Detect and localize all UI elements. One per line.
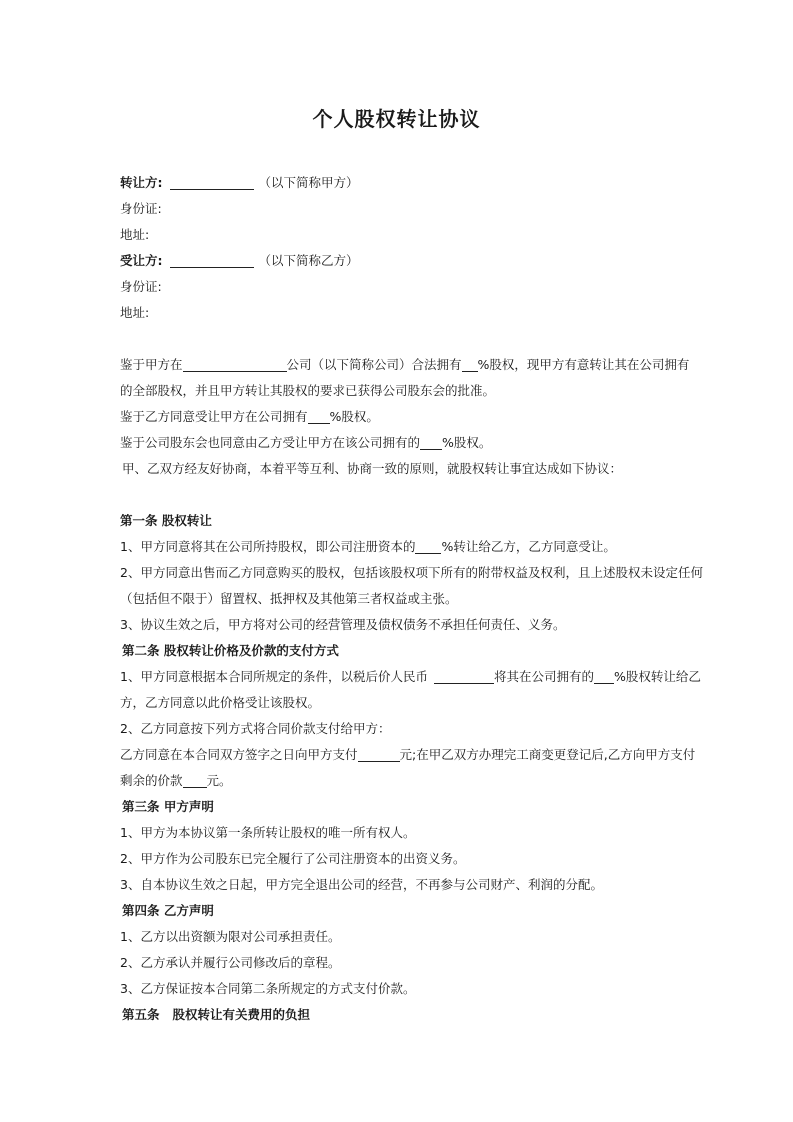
transferee-label: 受让方:: [120, 253, 163, 268]
transferee-line: [120, 248, 680, 274]
article-1-heading: 第一条 股权转让: [120, 513, 212, 528]
article-2-item-2: 2、乙方同意按下列方式将合同价款支付给甲方：: [120, 721, 391, 736]
article-text: 元。: [206, 773, 232, 788]
preamble-text: %股权。: [442, 435, 492, 450]
article-text: 1、甲方同意将其在公司所持股权，即公司注册资本的: [120, 539, 416, 554]
preamble-text: 鉴于甲方在: [120, 357, 183, 372]
article-2-item-1-cont: 方，乙方同意以此价格受让该股权。: [120, 695, 321, 710]
preamble-paragraph-1: [120, 352, 690, 378]
article-5-heading: 第五条 股权转让有关费用的负担: [122, 1007, 311, 1022]
article-text: 元;在甲乙双方办理完工商变更登记后,乙方向甲方支付: [399, 747, 696, 762]
article-text: %转让给乙方，乙方同意受让。: [441, 539, 616, 554]
spacer: [120, 482, 680, 508]
transferee-note: （以下简称乙方）: [258, 253, 359, 268]
article-2-item-3: [120, 742, 696, 768]
preamble-text: 鉴于公司股东会也同意由乙方受让甲方在该公司拥有的: [120, 435, 421, 450]
article-4-heading: 第四条 乙方声明: [122, 903, 214, 918]
transferor-line: [120, 170, 680, 196]
preamble-paragraph-3: [120, 430, 680, 456]
percent-blank: [308, 408, 330, 424]
spacer: [120, 326, 680, 352]
transferee-address: 地址:: [120, 305, 150, 320]
preamble-text: 鉴于乙方同意受让甲方在公司拥有: [120, 409, 308, 424]
company-name-blank: [183, 356, 287, 372]
article-3-item-2: 2、甲方作为公司股东已完全履行了公司注册资本的出资义务。: [120, 851, 466, 866]
amount-blank: [358, 746, 400, 762]
article-text: %股权转让给乙: [613, 669, 701, 684]
transferor-note: （以下简称甲方）: [258, 175, 359, 190]
transferor-id: 身份证:: [120, 201, 162, 216]
article-3-item-3: 3、自本协议生效之日起，甲方完全退出公司的经营，不再参与公司财产、利润的分配。: [120, 877, 603, 892]
preamble-text: 公司（以下简称公司）合法拥有: [286, 357, 462, 372]
preamble-text: %股权，现甲方有意转让其在公司拥有: [477, 357, 690, 372]
preamble-text: %股权。: [329, 409, 379, 424]
article-text: 将其在公司拥有的: [493, 669, 594, 684]
article-3-heading: 第三条 甲方声明: [122, 799, 214, 814]
preamble-paragraph-2: [120, 404, 680, 430]
article-1-item-2: 2、甲方同意出售而乙方同意购买的股权，包括该股权项下所有的附带权益及权利，且上述股权未设定任何: [120, 565, 703, 580]
article-1-item-2-cont: （包括但不限于）留置权、抵押权及其他第三者权益或主张。: [120, 591, 458, 606]
percent-blank: [594, 668, 614, 684]
article-4-item-1: 1、乙方以出资额为限对公司承担责任。: [120, 929, 341, 944]
page-title: 个人股权转让协议: [312, 107, 481, 131]
document-body: [120, 170, 703, 1028]
transferee-id: 身份证:: [120, 279, 162, 294]
article-text: 乙方同意在本合同双方签字之日向甲方支付: [120, 747, 358, 762]
percent-blank: [462, 356, 478, 372]
article-text: 1、甲方同意根据本合同所规定的条件，以税后价人民币: [120, 669, 428, 684]
amount-blank: [183, 772, 207, 788]
transferor-name-blank: [170, 174, 254, 190]
preamble-paragraph-1-cont: 的全部股权，并且甲方转让其股权的要求已获得公司股东会的批准。: [120, 383, 496, 398]
preamble-paragraph-4: 甲、乙双方经友好协商，本着平等互利、协商一致的原则，就股权转让事宜达成如下协议：: [122, 461, 623, 476]
transferor-label: 转让方:: [120, 175, 163, 190]
article-1-item-1: [120, 534, 680, 560]
article-1-item-3: 3、协议生效之后，甲方将对公司的经营管理及债权债务不承担任何责任、义务。: [120, 617, 566, 632]
article-2-item-3-cont: [120, 768, 680, 794]
percent-blank: [415, 538, 441, 554]
article-text: 剩余的价款: [120, 773, 183, 788]
article-3-item-1: 1、甲方为本协议第一条所转让股权的唯一所有权人。: [120, 825, 416, 840]
transferee-name-blank: [170, 252, 254, 268]
article-4-item-3: 3、乙方保证按本合同第二条所规定的方式支付价款。: [120, 981, 416, 996]
article-2-item-1: [120, 664, 701, 690]
percent-blank: [420, 434, 442, 450]
article-4-item-2: 2、乙方承认并履行公司修改后的章程。: [120, 955, 341, 970]
transferor-address: 地址:: [120, 227, 150, 242]
price-blank: [434, 668, 494, 684]
article-2-heading: 第二条 股权转让价格及价款的支付方式: [122, 643, 339, 658]
